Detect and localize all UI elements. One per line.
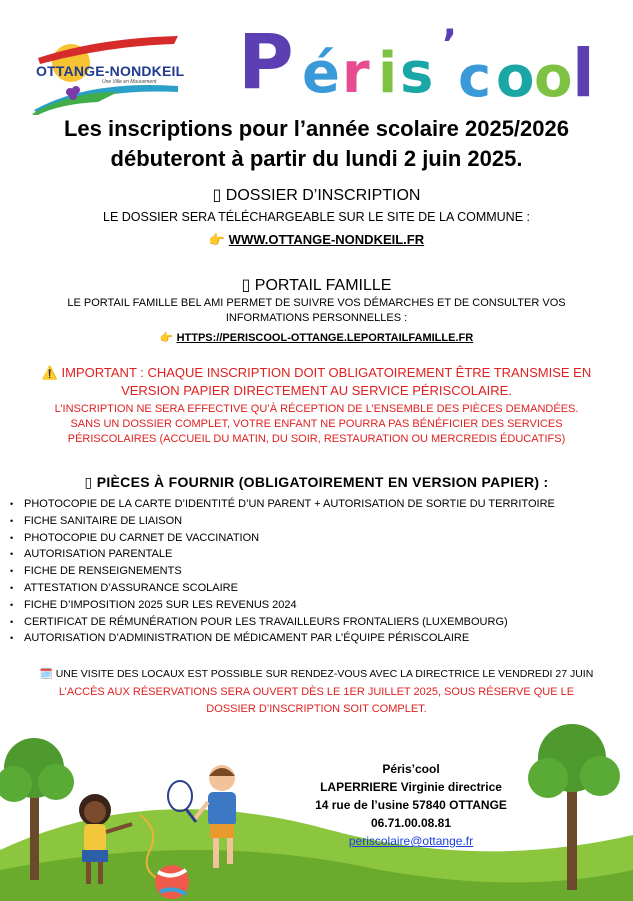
pieces-title: ▯ PIÈCES À FOURNIR (OBLIGATOIREMENT EN VERSION PAPIER) :	[84, 474, 549, 490]
svg-text:P: P	[238, 17, 294, 106]
important-line-1: ⚠️ IMPORTANT : CHAQUE INSCRIPTION DOIT OBLIGATOIREMENT ÊTRE TRANSMISE EN	[41, 365, 592, 380]
acces-line-1: L’ACCÈS AUX RÉSERVATIONS SERA OUVERT DÈS LE 1ER JUILLET 2025, SOUS RÉSERVE QUE LE	[58, 686, 575, 698]
svg-text:o: o	[496, 45, 535, 106]
svg-text:c: c	[458, 45, 492, 106]
list-item: • CERTIFICAT DE RÉMUNÉRATION POUR LES TRAVAILLEURS FRONTALIERS (LUXEMBOURG)	[10, 614, 555, 631]
commune-website-link[interactable]: WWW.OTTANGE-NONDKEIL.FR	[228, 232, 425, 247]
headline-line-1: Les inscriptions pour l’année scolaire 2025/2026	[63, 116, 569, 141]
important-notice	[0, 364, 633, 400]
pointing-hand-icon: 👉	[159, 332, 174, 344]
portail-famille-link[interactable]: HTTPS://PERISCOOL-OTTANGE.LEPORTAILFAMILLE.FR	[176, 332, 474, 344]
portail-text-line-1: LE PORTAIL FAMILLE BEL AMI PERMET DE SUIVRE VOS DÉMARCHES ET DE CONSULTER VOS	[67, 297, 566, 309]
visit-text: UNE VISITE DES LOCAUX EST POSSIBLE SUR RENDEZ-VOUS AVEC LA DIRECTRICE LE VENDREDI 27 JUIN	[55, 668, 594, 680]
important-details	[0, 402, 633, 447]
headline-line-2: débuteront à partir du lundi 2 juin 2025.	[110, 146, 523, 171]
contact-director: LAPERRIERE Virginie directrice	[320, 780, 502, 794]
acces-line-2: DOSSIER D’INSCRIPTION SOIT COMPLET.	[206, 703, 427, 715]
portail-text	[0, 296, 633, 326]
logo-tagline: Une Ville en Mouvement	[102, 79, 157, 85]
logo-name: OTTANGE-NONDKEIL	[36, 63, 185, 79]
contact-block	[296, 760, 526, 850]
list-item: • AUTORISATION PARENTALE	[10, 546, 555, 563]
svg-text:s: s	[400, 41, 434, 106]
dossier-link-row	[0, 232, 633, 248]
list-item: • AUTORISATION D’ADMINISTRATION DE MÉDICAMENT PAR L’ÉQUIPE PÉRISCOLAIRE	[10, 630, 555, 647]
svg-text:’: ’	[442, 22, 458, 68]
contact-name: Péris’cool	[382, 762, 440, 776]
portail-title: ▯ PORTAIL FAMILLE	[241, 277, 392, 294]
dossier-text: LE DOSSIER SERA TÉLÉCHARGEABLE SUR LE SITE DE LA COMMUNE :	[103, 210, 530, 224]
svg-text:l: l	[572, 35, 595, 106]
portail-link-row	[0, 331, 633, 344]
important-line-4: SANS UN DOSSIER COMPLET, VOTRE ENFANT NE POURRA PAS BÉNÉFICIER DES SERVICES	[70, 418, 563, 430]
dossier-title: ▯ DOSSIER D’INSCRIPTION	[212, 187, 421, 204]
svg-text:r: r	[342, 41, 370, 106]
visit-notice	[0, 667, 633, 680]
list-item: • FICHE SANITAIRE DE LIAISON	[10, 513, 555, 530]
list-item: • FICHE D’IMPOSITION 2025 SUR LES REVENUS 2024	[10, 597, 555, 614]
important-line-5: PÉRISCOLAIRES (ACCUEIL DU MATIN, DU SOIR, RESTAURATION OU MERCREDIS ÉDUCATIFS)	[67, 433, 566, 445]
svg-text:i: i	[378, 41, 398, 106]
list-item: • PHOTOCOPIE DE LA CARTE D’IDENTITÉ D’UN PARENT + AUTORISATION DE SORTIE DU TERRITOIRE	[10, 496, 555, 513]
periscool-brand-logo	[232, 14, 604, 106]
calendar-icon: 🗓️	[39, 668, 53, 680]
svg-text:é: é	[302, 41, 340, 106]
pieces-list	[10, 496, 555, 647]
portail-text-line-2: INFORMATIONS PERSONNELLES :	[225, 312, 408, 324]
list-item: • FICHE DE RENSEIGNEMENTS	[10, 563, 555, 580]
important-line-2: VERSION PAPIER DIRECTEMENT AU SERVICE PÉRISCOLAIRE.	[121, 383, 512, 398]
pointing-hand-icon: 👉	[208, 232, 226, 247]
contact-phone: 06.71.00.08.81	[370, 816, 452, 830]
acces-notice	[0, 684, 633, 718]
contact-email-link[interactable]: periscolaire@ottange.fr	[348, 834, 474, 848]
important-line-3: L’INSCRIPTION NE SERA EFFECTIVE QU’À RÉCEPTION DE L’ENSEMBLE DES PIÈCES DEMANDÉES.	[54, 403, 579, 415]
svg-text:o: o	[534, 45, 573, 106]
list-item: • PHOTOCOPIE DU CARNET DE VACCINATION	[10, 530, 555, 547]
contact-address: 14 rue de l’usine 57840 OTTANGE	[315, 798, 507, 812]
list-item: • ATTESTATION D’ASSURANCE SCOLAIRE	[10, 580, 555, 597]
